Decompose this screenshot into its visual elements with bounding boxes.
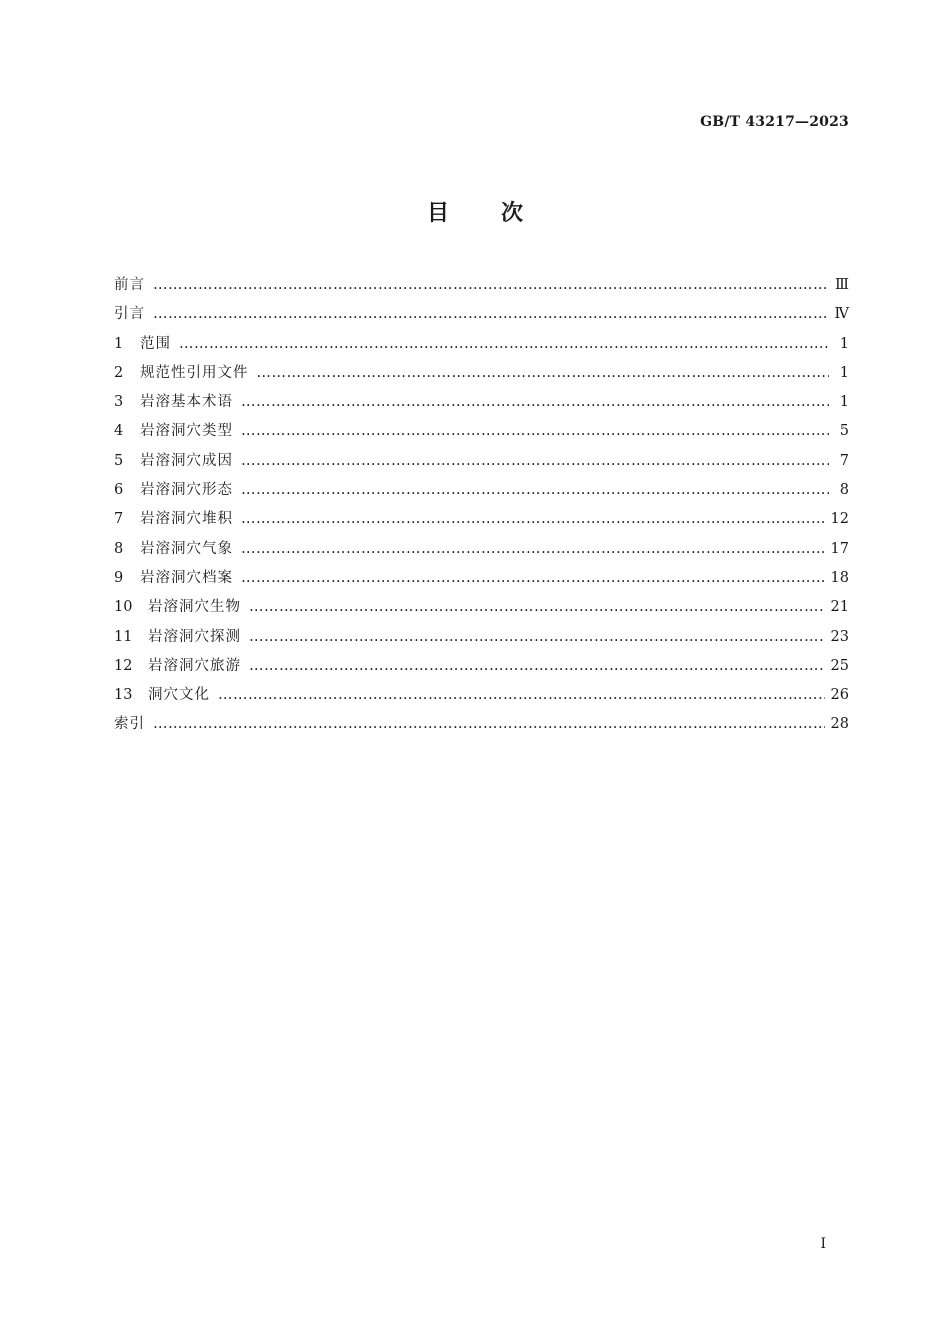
page-title: 目次: [426, 201, 575, 226]
toc-leader-dots: [241, 423, 829, 439]
toc-entry-6[interactable]: [114, 478, 849, 507]
toc-leader-dots: [241, 570, 825, 586]
toc-leader-dots: [153, 716, 825, 732]
toc-entry-label: 岩溶洞穴气象: [140, 540, 233, 557]
toc-entry-number: 2: [114, 364, 124, 381]
toc-leader-dots: [153, 277, 829, 293]
toc-entry-page: 17: [830, 540, 849, 557]
toc-entry-page: 28: [830, 716, 849, 733]
toc-entry-10[interactable]: [114, 595, 849, 624]
toc-entry-page: 7: [839, 452, 849, 469]
toc-entry-number: 12: [114, 657, 133, 674]
toc-leader-dots: [179, 336, 829, 352]
toc-leader-dots: [241, 394, 829, 410]
toc-entry-page: 23: [830, 628, 849, 645]
toc-entry-label: 规范性引用文件: [140, 364, 249, 381]
toc-entry-label: 前言: [114, 277, 145, 293]
toc-entry-8[interactable]: [114, 537, 849, 566]
page-folio: Ⅰ: [820, 1236, 826, 1252]
toc-leader-dots: [249, 629, 825, 645]
toc-entry-page: 26: [830, 687, 849, 704]
toc-entry-page: 8: [839, 482, 849, 499]
toc-entry-5[interactable]: [114, 449, 849, 478]
toc-entry-preface[interactable]: [114, 273, 849, 302]
toc-entry-number: 1: [114, 335, 124, 352]
toc-leader-dots: [257, 365, 830, 381]
toc-entry-13[interactable]: [114, 683, 849, 712]
toc-entry-page: 1: [839, 364, 849, 381]
toc-entry-label: 岩溶洞穴档案: [140, 569, 233, 586]
toc-entry-page: Ⅳ: [834, 306, 849, 323]
toc-leader-dots: [241, 511, 825, 527]
toc-entry-page: 21: [830, 599, 849, 616]
toc-entry-label: 岩溶洞穴成因: [140, 452, 233, 469]
toc-entry-page: 12: [830, 511, 849, 528]
toc-entry-number: 10: [114, 599, 133, 616]
toc-entry-page: Ⅲ: [835, 277, 849, 293]
toc-entry-label: 岩溶基本术语: [140, 394, 233, 411]
toc-leader-dots: [153, 306, 829, 322]
toc-entry-label: 岩溶洞穴旅游: [148, 657, 241, 674]
toc-entry-number: 6: [114, 482, 124, 499]
toc-entry-7[interactable]: [114, 507, 849, 536]
toc-entry-12[interactable]: [114, 654, 849, 683]
toc-entry-number: 7: [114, 511, 124, 528]
toc-entry-introduction[interactable]: [114, 302, 849, 331]
toc-entry-label: 岩溶洞穴生物: [148, 599, 241, 616]
standard-number: GB/T 43217—2023: [700, 114, 849, 130]
toc-entry-page: 18: [830, 569, 849, 586]
toc-entry-label: 岩溶洞穴类型: [140, 423, 233, 440]
toc-entry-page: 5: [839, 423, 849, 440]
toc-entry-label: 岩溶洞穴形态: [140, 482, 233, 499]
toc-entry-index[interactable]: [114, 712, 849, 741]
toc-entry-number: 3: [114, 394, 124, 411]
toc-entry-label: 引言: [114, 306, 145, 323]
toc-entry-4[interactable]: [114, 419, 849, 448]
toc-entry-number: 5: [114, 452, 124, 469]
toc-entry-9[interactable]: [114, 566, 849, 595]
toc-leader-dots: [241, 453, 829, 469]
table-of-contents: [114, 273, 849, 742]
toc-entry-1[interactable]: [114, 332, 849, 361]
toc-leader-dots: [218, 687, 825, 703]
toc-entry-number: 11: [114, 628, 133, 645]
toc-entry-page: 25: [830, 657, 849, 674]
toc-entry-number: 9: [114, 569, 124, 586]
toc-entry-number: 4: [114, 423, 124, 440]
toc-entry-page: 1: [839, 335, 849, 352]
toc-entry-label: 岩溶洞穴堆积: [140, 511, 233, 528]
toc-entry-11[interactable]: [114, 625, 849, 654]
toc-leader-dots: [241, 482, 829, 498]
toc-leader-dots: [249, 658, 825, 674]
toc-entry-label: 范围: [140, 335, 171, 352]
toc-entry-label: 索引: [114, 716, 145, 733]
toc-leader-dots: [249, 599, 825, 615]
toc-entry-label: 岩溶洞穴探测: [148, 628, 241, 645]
toc-entry-number: 13: [114, 687, 133, 704]
toc-entry-page: 1: [839, 394, 849, 411]
toc-leader-dots: [241, 541, 825, 557]
toc-entry-2[interactable]: [114, 361, 849, 390]
toc-entry-label: 洞穴文化: [148, 687, 210, 704]
toc-entry-number: 8: [114, 540, 124, 557]
toc-entry-3[interactable]: [114, 390, 849, 419]
